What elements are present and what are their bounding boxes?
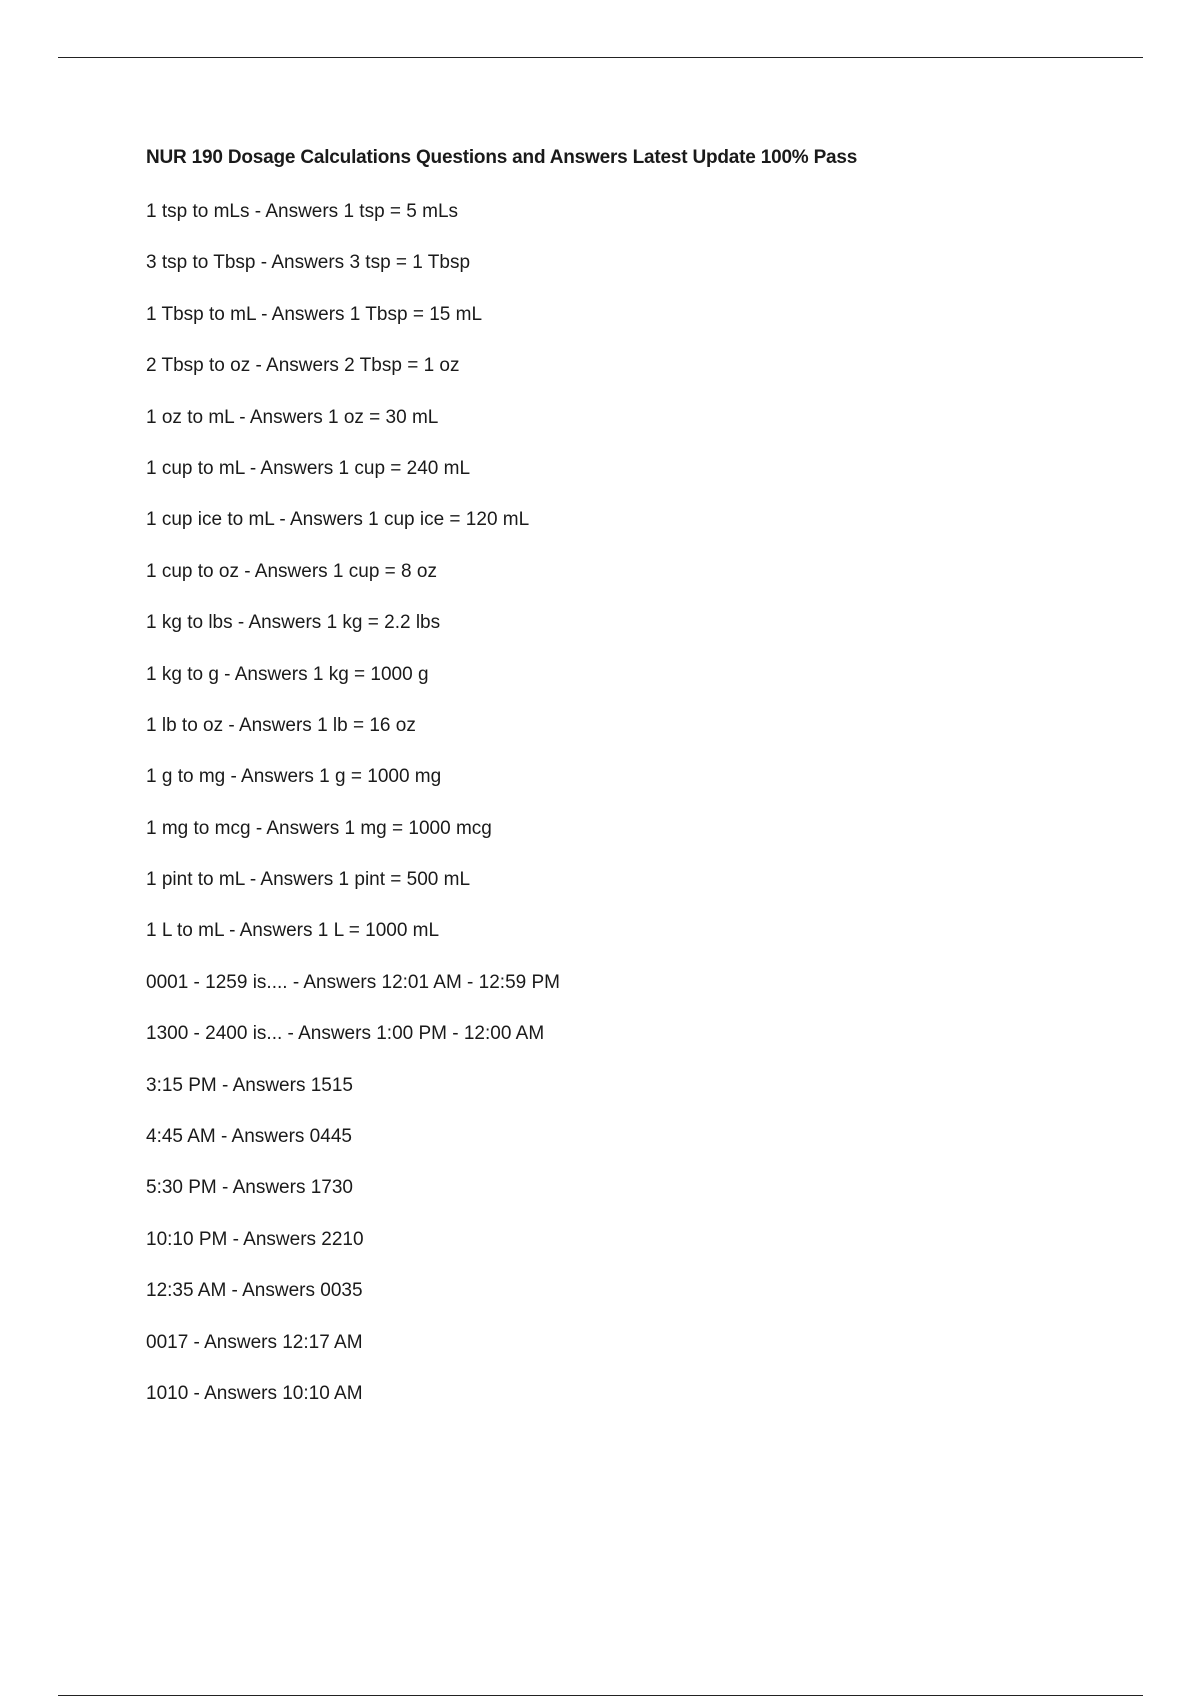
- qa-item: 3 tsp to Tbsp - Answers 3 tsp = 1 Tbsp: [146, 252, 471, 274]
- qa-item: 1 mg to mcg - Answers 1 mg = 1000 mcg: [146, 817, 492, 839]
- document-body: [146, 143, 1106, 1430]
- qa-item: 1 pint to mL - Answers 1 pint = 500 mL: [146, 869, 471, 891]
- document-title: NUR 190 Dosage Calculations Questions and Answers Latest Update 100% Pass: [146, 147, 858, 168]
- qa-item: 1010 - Answers 10:10 AM: [146, 1382, 363, 1404]
- qa-item: 1 Tbsp to mL - Answers 1 Tbsp = 15 mL: [146, 303, 483, 325]
- qa-item: 4:45 AM - Answers 0445: [146, 1126, 352, 1148]
- qa-list: [146, 197, 1106, 1409]
- qa-item: 1 kg to g - Answers 1 kg = 1000 g: [146, 663, 429, 685]
- qa-item: 1 g to mg - Answers 1 g = 1000 mg: [146, 766, 442, 788]
- qa-item: 1 cup to oz - Answers 1 cup = 8 oz: [146, 560, 437, 582]
- qa-item: 10:10 PM - Answers 2210: [146, 1228, 364, 1250]
- qa-item: 12:35 AM - Answers 0035: [146, 1280, 363, 1302]
- qa-item: 1 lb to oz - Answers 1 lb = 16 oz: [146, 714, 416, 736]
- qa-item: 0017 - Answers 12:17 AM: [146, 1331, 363, 1353]
- footer-rule: [58, 1695, 1143, 1696]
- qa-item: 3:15 PM - Answers 1515: [146, 1074, 353, 1096]
- qa-item: 1 tsp to mLs - Answers 1 tsp = 5 mLs: [146, 201, 459, 222]
- qa-item: 1 kg to lbs - Answers 1 kg = 2.2 lbs: [146, 612, 441, 634]
- qa-item: 1 L to mL - Answers 1 L = 1000 mL: [146, 920, 440, 942]
- qa-item: 1 cup to mL - Answers 1 cup = 240 mL: [146, 457, 471, 479]
- header-rule: [58, 57, 1143, 58]
- qa-item: 1 cup ice to mL - Answers 1 cup ice = 120 mL: [146, 509, 530, 531]
- qa-item: 0001 - 1259 is.... - Answers 12:01 AM - 12:59 PM: [146, 971, 560, 993]
- qa-item: 2 Tbsp to oz - Answers 2 Tbsp = 1 oz: [146, 355, 460, 377]
- qa-item: 1300 - 2400 is... - Answers 1:00 PM - 12:00 AM: [146, 1023, 545, 1045]
- qa-item: 5:30 PM - Answers 1730: [146, 1177, 353, 1199]
- qa-item: 1 oz to mL - Answers 1 oz = 30 mL: [146, 406, 439, 428]
